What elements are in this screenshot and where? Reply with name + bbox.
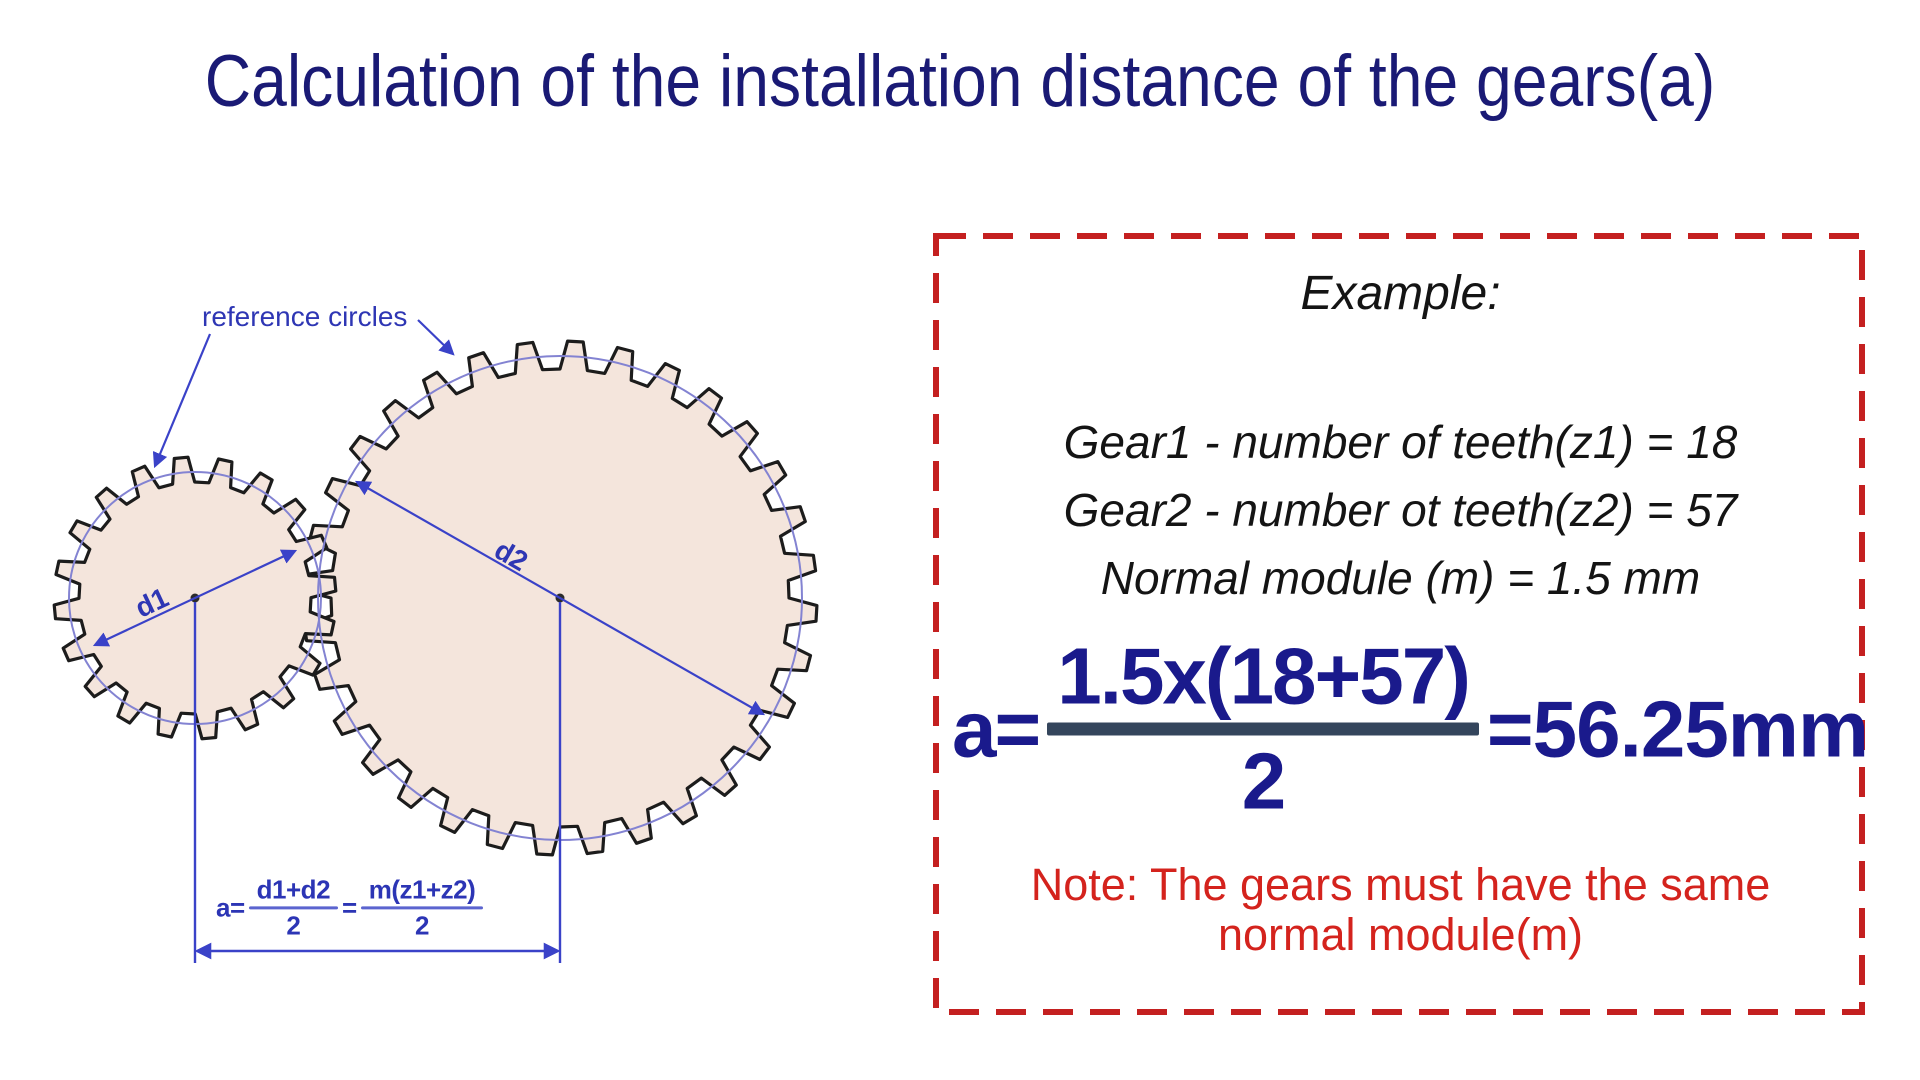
calc-result: =56.25mm [1486, 684, 1869, 773]
leader-line-small-gear [155, 334, 210, 466]
fraction-bar [249, 907, 338, 910]
equals-sign: = [342, 892, 357, 923]
note-text [933, 860, 1868, 960]
example-line-gear1: Gear1 - number of teeth(z1) = 18 [1063, 416, 1738, 468]
calc-lhs: a= [952, 684, 1040, 773]
fraction-d1d2-denominator: 2 [286, 910, 301, 941]
fraction-mz [369, 875, 476, 940]
example-given-values [933, 408, 1868, 612]
fraction-d1d2-numerator: d1+d2 [256, 874, 331, 905]
example-calculation [952, 631, 1869, 826]
leader-line-large-gear [418, 320, 453, 354]
example-line-gear2: Gear2 - number ot teeth(z2) = 57 [1063, 484, 1738, 536]
page-title: Calculation of the installation distance of the gears(a) [204, 41, 1716, 122]
fraction-d1d2 [257, 875, 330, 940]
d2-label: d2 [489, 533, 534, 578]
fraction-bar [361, 907, 484, 910]
fraction-mz-numerator: m(z1+z2) [368, 874, 476, 905]
calc-fraction-bar [1047, 723, 1479, 736]
calc-numerator: 1.5x(18+57) [1057, 631, 1469, 721]
reference-circles-label: reference circles [202, 301, 408, 332]
example-heading: Example: [1300, 267, 1501, 320]
note-line-1: Note: The gears must have the same [1030, 859, 1771, 910]
note-line-2: normal module(m) [1217, 909, 1584, 960]
formula-lhs: a= [216, 892, 245, 923]
d1-label: d1 [130, 581, 174, 624]
calc-fraction [1057, 631, 1469, 826]
example-line-module: Normal module (m) = 1.5 mm [1100, 552, 1701, 604]
calc-denominator: 2 [1241, 736, 1285, 826]
distance-formula [216, 875, 475, 940]
fraction-mz-denominator: 2 [415, 910, 429, 941]
